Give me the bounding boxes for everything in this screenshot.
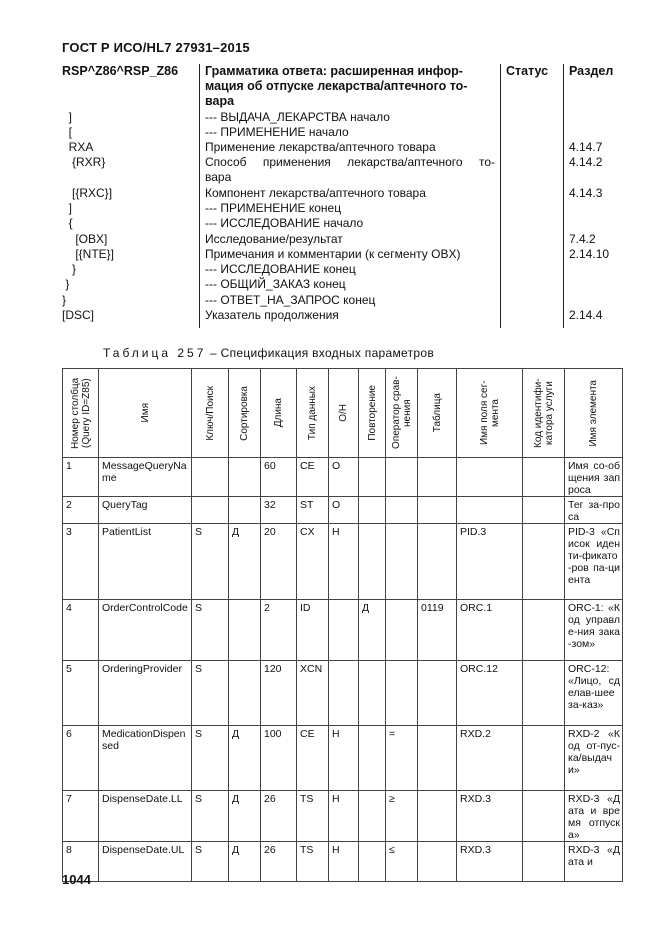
grammar-row [62,186,652,201]
table-row [63,497,623,524]
grammar-segment: } [62,262,77,276]
grammar-section-ref: 7.4.2 [569,232,596,246]
table-cell: Д [359,600,386,661]
table-cell [359,791,386,842]
table-cell: 6 [63,726,99,791]
table-cell: ORC-1: «Код управле-ния зака-зом» [565,600,623,661]
table-cell: 100 [261,726,297,791]
grammar-segment: } [62,293,67,307]
column-header-label: Имя [139,403,151,423]
table-cell [229,458,261,497]
table-cell: 5 [63,661,99,726]
table-cell [386,497,418,524]
table-cell [192,458,229,497]
grammar-segment: [OBX] [62,232,108,246]
table-cell: TS [297,842,329,882]
table-cell: DispenseDate.UL [99,842,192,882]
input-parameters-table [62,368,623,882]
table-cell: Д [229,726,261,791]
column-header-label: Имя элемента [588,379,599,447]
grammar-segment: { [62,216,73,230]
table-cell: S [192,726,229,791]
column-header [192,369,229,458]
table-cell [523,791,565,842]
column-header-label: Длина [273,398,284,428]
table-cell: 4 [63,600,99,661]
table-cell [457,458,523,497]
column-header [457,369,523,458]
grammar-section-ref: 4.14.7 [569,140,603,154]
table-cell [386,524,418,600]
table-cell [386,458,418,497]
table-cell: PatientList [99,524,192,600]
table-cell: 20 [261,524,297,600]
table-caption [103,346,434,360]
grammar-row [62,201,652,216]
table-cell: CE [297,458,329,497]
table-cell: XCN [297,661,329,726]
grammar-row [62,110,652,125]
table-cell: RXD-3 «Дата и время отпуска» [565,791,623,842]
grammar-row [62,293,652,308]
column-header-label: Сортировка [239,385,250,441]
table-cell: Н [329,726,359,791]
table-cell: 60 [261,458,297,497]
table-cell: S [192,524,229,600]
grammar-description: Указатель продолжения [205,308,339,322]
grammar-row [62,308,652,323]
grammar-description: Применение лекарства/аптечного товара [205,140,436,154]
table-cell: RXD-3 «Дата и [565,842,623,882]
table-cell: CE [297,726,329,791]
table-cell: 3 [63,524,99,600]
column-header-label: Имя поля сег-мента [478,380,501,446]
table-cell: S [192,791,229,842]
grammar-segment: [DSC] [62,308,95,322]
table-cell: RXD.2 [457,726,523,791]
table-cell: O [329,458,359,497]
grammar-segment: } [62,277,70,291]
table-cell [523,661,565,726]
table-cell: ST [297,497,329,524]
column-header [565,369,623,458]
table-cell [229,661,261,726]
table-cell: QueryTag [99,497,192,524]
caption-text: – Спецификация входных параметров [206,346,435,360]
page-number: 1044 [62,872,91,887]
table-cell: ≥ [386,791,418,842]
table-cell: 1 [63,458,99,497]
grammar-row [62,277,652,292]
column-header [63,369,99,458]
table-cell [418,524,457,600]
table-cell [229,600,261,661]
table-cell [418,842,457,882]
table-row [63,842,623,882]
grammar-row [62,216,652,231]
grammar-description: --- ВЫДАЧА_ЛЕКАРСТВА начало [205,110,390,124]
table-cell [523,842,565,882]
table-cell: DispenseDate.LL [99,791,192,842]
grammar-status-header: Статус [506,64,549,78]
table-cell: Д [229,842,261,882]
table-cell [229,497,261,524]
grammar-row [62,232,652,247]
table-cell [523,458,565,497]
table-cell [523,600,565,661]
table-cell: S [192,600,229,661]
table-cell [418,791,457,842]
table-cell: 2 [261,600,297,661]
table-cell: 7 [63,791,99,842]
grammar-section-header: Раздел [569,64,614,78]
column-header-label: Оператор срав-нения [390,376,413,450]
column-header-label: Таблица [431,393,443,433]
column-header [229,369,261,458]
table-cell [523,726,565,791]
grammar-description: --- ИССЛЕДОВАНИЕ конец [205,262,356,276]
table-cell: 26 [261,842,297,882]
table-cell [192,497,229,524]
column-header-label: Код идентифи-катора услуги [532,378,555,448]
grammar-segment: {RXR} [62,155,106,169]
table-cell: Н [329,842,359,882]
table-cell: PID-3 «Список иденти-фикато-ров па-циента [565,524,623,600]
table-cell [359,497,386,524]
table-row [63,661,623,726]
grammar-description: --- ПРИМЕНЕНИЕ начало [205,125,349,139]
table-cell: 26 [261,791,297,842]
column-header-label: Тип данных [307,385,318,441]
table-cell: TS [297,791,329,842]
column-header [261,369,297,458]
table-cell [359,524,386,600]
table-cell: Н [329,791,359,842]
table-cell: S [192,842,229,882]
table-cell: = [386,726,418,791]
table-row [63,524,623,600]
column-header-label: Повторение [366,385,378,441]
grammar-row [62,170,652,185]
grammar-segment: ] [62,110,73,124]
grammar-description: --- ИССЛЕДОВАНИЕ начало [205,216,364,230]
column-header [418,369,457,458]
column-header-label: Ключ/Поиск [204,385,216,441]
table-cell [418,497,457,524]
table-row [63,458,623,497]
grammar-segment: [{RXC}] [62,186,113,200]
table-cell: RXD.3 [457,791,523,842]
table-cell: RXD-2 «Код от-пус-ка/выдач и» [565,726,623,791]
grammar-description: Способ применения лекарства/аптечного то- [205,155,495,169]
table-cell: OrderControlCode [99,600,192,661]
column-header-label: Номер столбца (Query ID=Z85) [69,377,92,449]
grammar-description: вара [205,170,232,184]
caption-prefix: Таблица 257 [103,346,207,360]
grammar-segment: [{NTE}] [62,247,115,261]
grammar-row [62,155,652,170]
table-cell [329,600,359,661]
table-cell [418,726,457,791]
grammar-description: Компонент лекарства/аптечного товара [205,186,426,200]
table-cell: ORC.1 [457,600,523,661]
grammar-row [62,262,652,277]
table-cell [359,458,386,497]
grammar-description: --- ПРИМЕНЕНИЕ конец [205,201,342,215]
table-cell: ORC-12: «Лицо, сделав-шее за-каз» [565,661,623,726]
table-cell: Д [229,791,261,842]
table-cell: CX [297,524,329,600]
table-cell: ≤ [386,842,418,882]
grammar-description: Исследование/результат [205,232,343,246]
table-row [63,791,623,842]
column-header [329,369,359,458]
table-cell [523,524,565,600]
grammar-row [62,125,652,140]
table-cell [523,497,565,524]
table-cell [359,661,386,726]
document-header: ГОСТ Р ИСО/HL7 27931–2015 [62,40,250,55]
grammar-segment: [ [62,125,73,139]
table-cell: RXD.3 [457,842,523,882]
grammar-section-ref: 4.14.2 [569,155,603,169]
column-header-label: О/Н [338,404,349,422]
table-cell: PID.3 [457,524,523,600]
grammar-description: --- ОТВЕТ_НА_ЗАПРОС конец [205,293,376,307]
table-cell: MessageQueryName [99,458,192,497]
table-cell: ID [297,600,329,661]
table-cell [386,600,418,661]
table-cell: 120 [261,661,297,726]
table-cell: OrderingProvider [99,661,192,726]
table-cell [359,842,386,882]
table-cell [359,726,386,791]
table-cell: O [329,497,359,524]
grammar-description: --- ОБЩИЙ_ЗАКАЗ конец [205,277,346,291]
table-row [63,600,623,661]
table-cell [418,458,457,497]
table-cell: S [192,661,229,726]
table-cell: Тег за-проса [565,497,623,524]
column-header [386,369,418,458]
table-cell: Д [229,524,261,600]
table-row [63,726,623,791]
table-cell: Н [329,524,359,600]
table-cell: 8 [63,842,99,882]
column-header [523,369,565,458]
grammar-segment-header: RSP^Z86^RSP_Z86 [62,64,179,78]
table-cell: 32 [261,497,297,524]
table-cell [418,661,457,726]
table-cell: Имя со-общения запроса [565,458,623,497]
column-header [359,369,386,458]
grammar-row [62,140,652,155]
table-cell: ORC.12 [457,661,523,726]
grammar-segment: RXA [62,140,94,154]
table-cell: MedicationDispensed [99,726,192,791]
grammar-section-ref: 4.14.3 [569,186,603,200]
table-cell [386,661,418,726]
table-cell: 0119 [418,600,457,661]
table-cell: 2 [63,497,99,524]
column-header [99,369,192,458]
grammar-section-ref: 2.14.10 [569,247,610,261]
table-cell [457,497,523,524]
table-cell [329,661,359,726]
column-header [297,369,329,458]
grammar-description: Примечания и комментарии (к сегменту OBX) [205,247,461,261]
grammar-row [62,247,652,262]
grammar-section-ref: 2.14.4 [569,308,603,322]
grammar-segment: ] [62,201,73,215]
grammar-title: Грамматика ответа: расширенная инфор- мация об отпуске лекарства/аптечного то- вара [205,64,468,108]
